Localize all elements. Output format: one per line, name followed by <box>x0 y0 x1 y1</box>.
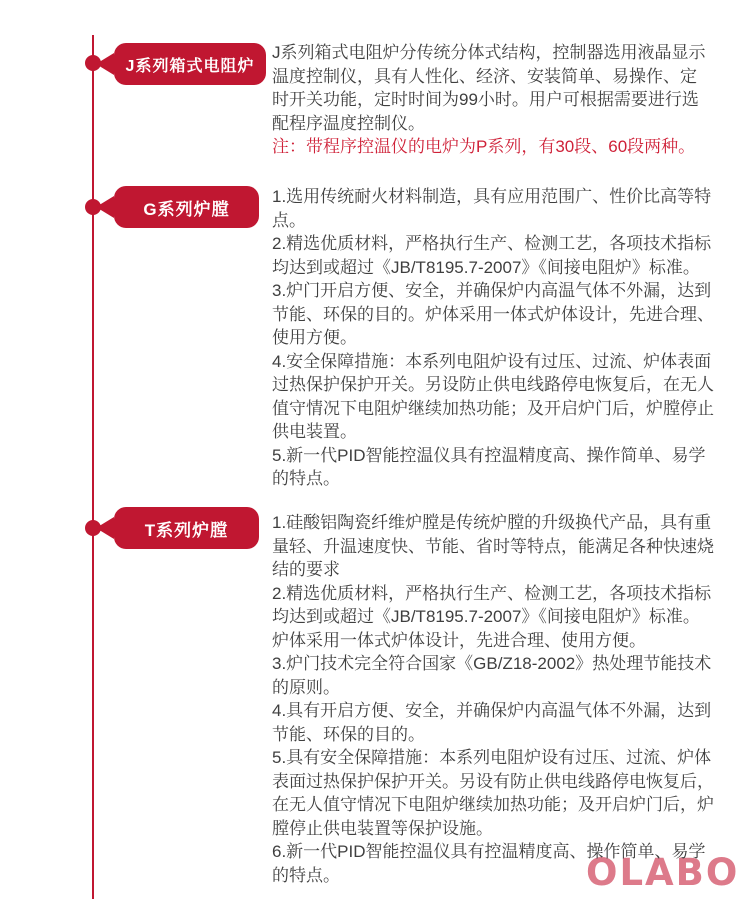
text-line: 均达到或超过《JB/T8195.7-2007》《间接电阻炉》标准。 <box>272 257 700 277</box>
text-line: 节能、环保的目的。炉体采用一体式炉体设计，先进合理、 <box>272 304 714 324</box>
text-line: 4.安全保障措施：本系列电阻炉设有过压、过流、炉体表面 <box>272 351 712 371</box>
ribbon-arrow-icon <box>96 53 114 75</box>
text-line: 使用方便。 <box>272 328 357 347</box>
timeline-line <box>92 35 94 899</box>
text-line: 的特点。 <box>272 865 340 885</box>
section-text-g-series <box>272 185 747 491</box>
ribbon-label: G系列炉膛 <box>114 186 259 228</box>
ribbon-arrow-icon <box>96 517 114 539</box>
text-line: 供电装置。 <box>272 422 357 441</box>
text-line: 配程序温度控制仪。 <box>272 113 425 133</box>
text-line: 4.具有开启方便、安全，并确保炉内高温气体不外漏，达到 <box>272 701 712 720</box>
ribbon-arrow-icon <box>96 196 114 218</box>
text-line: 2.精选优质材料，严格执行生产、检测工艺，各项技术指标 <box>272 583 712 603</box>
text-line: 1.选用传统耐火材料制造，具有应用范围广、性价比高等特 <box>272 187 712 206</box>
text-line: 3.炉门开启方便、安全，并确保炉内高温气体不外漏，达到 <box>272 281 712 300</box>
text-line: J系列箱式电阻炉分传统分体式结构，控制器选用液晶显示 <box>272 43 706 62</box>
ribbon-label: J系列箱式电阻炉 <box>114 43 266 85</box>
section-text-t-series <box>272 511 747 887</box>
text-line: 在无人值守情况下电阻炉继续加热功能；及开启炉门后，炉 <box>272 795 714 814</box>
text-line: 5.新一代PID智能控温仪具有控温精度高、操作简单、易学 <box>272 445 706 465</box>
text-line: 时开关功能，定时时间为99小时。用户可根据需要进行选 <box>272 90 699 109</box>
text-line: 的特点。 <box>272 469 340 488</box>
text-line: 表面过热保护保护开关。另设有防止供电线路停电恢复后， <box>272 771 714 791</box>
text-line: 值守情况下电阻炉继续加热功能；及开启炉门后，炉膛停止 <box>272 398 714 418</box>
text-line: 2.精选优质材料，严格执行生产、检测工艺，各项技术指标 <box>272 234 712 253</box>
text-line: 3.炉门技术完全符合国家《GB/Z18-2002》热处理节能技术 <box>272 654 712 673</box>
text-line: 炉体采用一体式炉体设计，先进合理、使用方便。 <box>272 630 646 650</box>
text-line: 的原则。 <box>272 677 340 697</box>
note-text-line: 注：带程序控温仪的电炉为P系列，有30段、60段两种。 <box>272 137 696 156</box>
section-ribbon-t-series <box>96 507 259 549</box>
text-line: 节能、环保的目的。 <box>272 724 425 744</box>
text-line: 过热保护保护开关。另设防止供电线路停电恢复后，在无人 <box>272 375 714 394</box>
text-line: 1.硅酸铝陶瓷纤维炉膛是传统炉膛的升级换代产品，具有重 <box>272 513 712 532</box>
text-line: 均达到或超过《JB/T8195.7-2007》《间接电阻炉》标准。 <box>272 607 700 626</box>
text-line: 温度控制仪，具有人性化、经济、安装简单、易操作、定 <box>272 66 697 86</box>
ribbon-label: T系列炉膛 <box>114 507 259 549</box>
text-line: 点。 <box>272 210 306 230</box>
section-ribbon-j-series <box>96 43 266 85</box>
text-line: 量轻、升温速度快、节能、省时等特点，能满足各种快速烧 <box>272 536 714 556</box>
text-line: 5.具有安全保障措施：本系列电阻炉设有过压、过流、炉体 <box>272 748 712 767</box>
olabo-logo: OLABO <box>586 851 740 894</box>
text-line: 膛停止供电装置等保护设施。 <box>272 818 493 838</box>
text-line: 结的要求 <box>272 560 340 579</box>
section-text-j-series <box>272 41 747 159</box>
text-line: 6.新一代PID智能控温仪具有控温精度高、操作简单、易学 <box>272 842 706 861</box>
section-ribbon-g-series <box>96 186 259 228</box>
